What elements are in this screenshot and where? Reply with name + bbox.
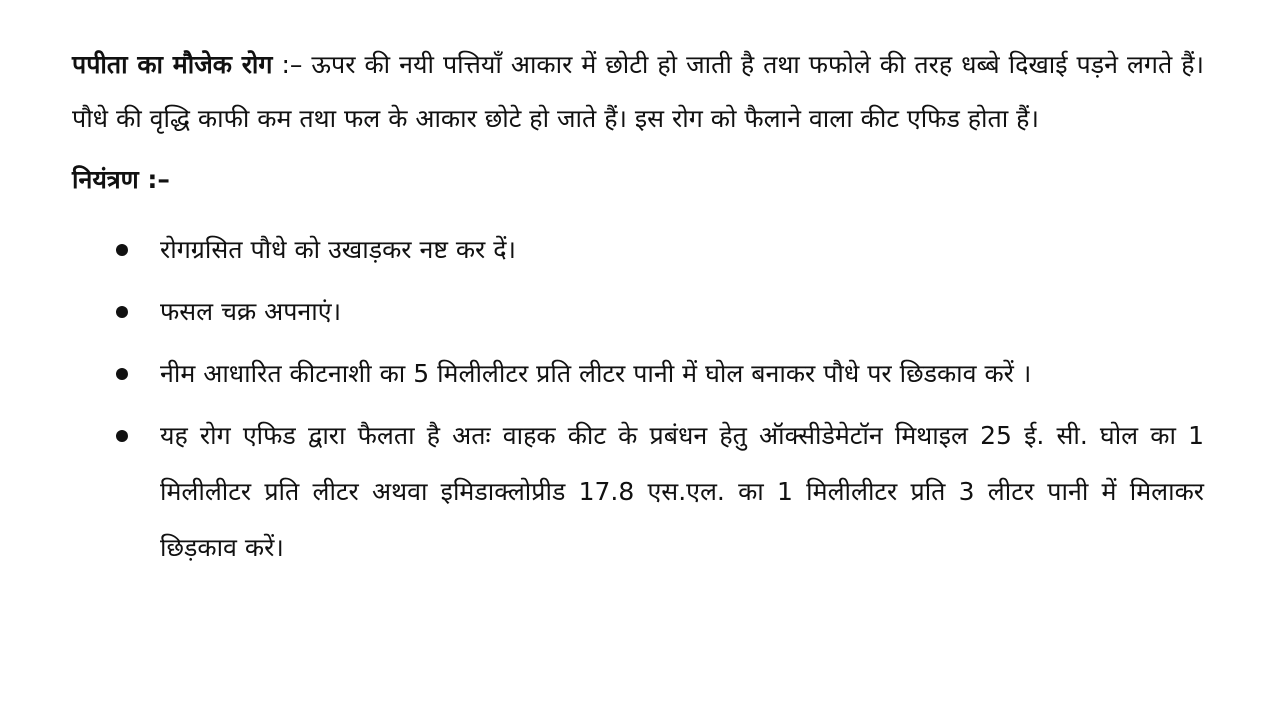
title-separator: :– [272,50,312,79]
intro-paragraph [72,38,1204,146]
document-page [72,38,1204,582]
disease-title: पपीता का मौजेक रोग [72,50,273,79]
bullet-icon [116,368,128,380]
control-heading: नियंत्रण :– [72,165,170,194]
bullet-icon [116,430,128,442]
list-item-text: नीम आधारित कीटनाशी का 5 मिलीलीटर प्रति लीटर पानी में घोल बनाकर पौधे पर छिडकाव करें । [160,359,1032,388]
list-item [72,346,1204,402]
bullet-icon [116,244,128,256]
list-item-text: रोगग्रसित पौधे को उखाड़कर नष्ट कर दें। [160,235,516,264]
list-item-text: फसल चक्र अपनाएं। [160,297,342,326]
list-item [72,222,1204,278]
list-item-text: यह रोग एफिड द्वारा फैलता है अतः वाहक कीट के प्रबंधन हेतु ऑक्सीडेमेटॉन मिथाइल 25 ई. सी. घोल का 1 मिलीलीटर प्रति लीटर अथवा इमिडाक्लोप्रीड 17.8 एस.एल. का 1 मिलीलीटर प्रति 3 लीटर पानी में मिलाकर छिड़काव करें। [160,421,1204,562]
control-list [72,222,1204,576]
list-item [72,408,1204,576]
bullet-icon [116,306,128,318]
disease-description: ऊपर की नयी पत्तियाँ आकार में छोटी हो जाती है तथा फफोले की तरह धब्बे दिखाई पड़ने लगते हैं। पौधे की वृद्धि काफी कम तथा फल के आकार छोटे हो जाते हैं। इस रोग को फैलाने वाला कीट एफिड होता हैं। [72,50,1204,133]
list-item [72,284,1204,340]
